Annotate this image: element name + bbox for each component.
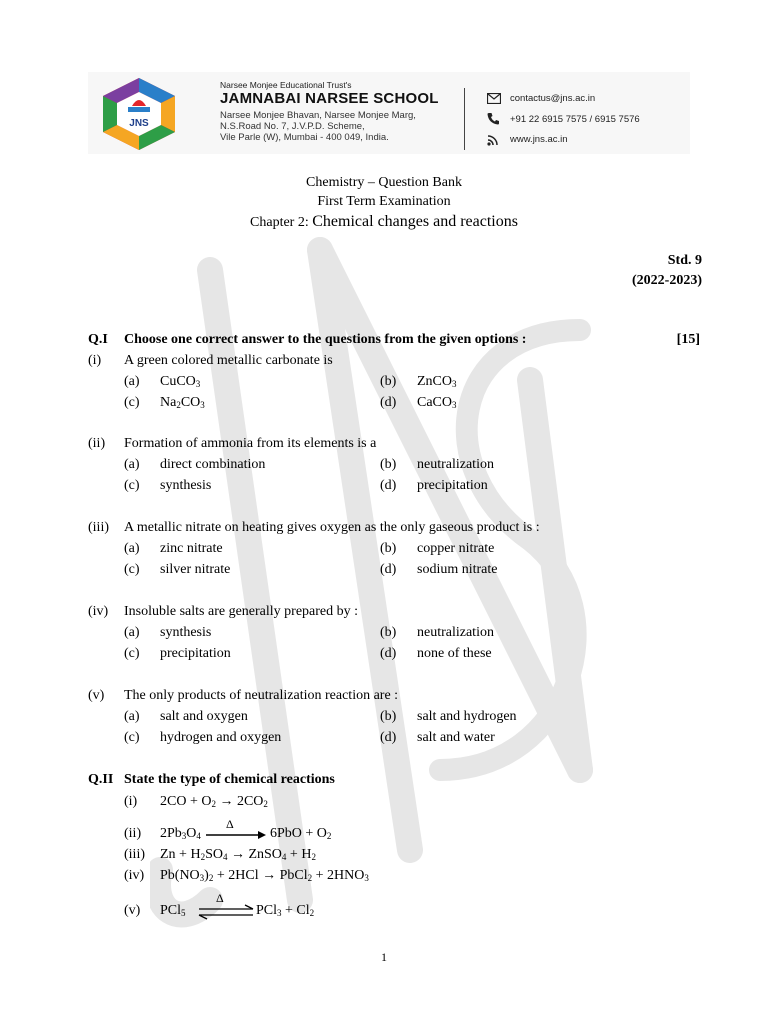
option-label: (c) (124, 646, 140, 661)
option-text: synthesis (160, 625, 212, 640)
email-link[interactable]: contactus@jns.ac.in (510, 93, 596, 104)
option-label: (c) (124, 730, 140, 745)
reaction-number: (v) (124, 903, 141, 918)
question-number: (v) (88, 688, 105, 703)
option-text: CaCO$_3$ (417, 395, 457, 410)
phone-number: +91 22 6915 7575 / 6915 7576 (510, 114, 640, 125)
option-label: (b) (380, 374, 397, 389)
option-text: none of these (417, 646, 492, 661)
arrow-icon: → (262, 868, 277, 883)
reaction-number: (ii) (124, 826, 142, 841)
option-label: (d) (380, 478, 397, 493)
header-divider (464, 88, 465, 150)
reaction-number: (iv) (124, 868, 145, 883)
website-link[interactable]: www.jns.ac.in (510, 134, 568, 145)
question-text: Formation of ammonia from its elements is a (124, 436, 377, 451)
option-text: copper nitrate (417, 541, 495, 556)
q1-marks: [15] (676, 332, 700, 347)
option-text: sodium nitrate (417, 562, 498, 577)
question-number: (i) (88, 353, 102, 368)
exam-title: First Term Examination (317, 194, 451, 209)
academic-year: (2022-2023) (632, 273, 702, 288)
address (220, 110, 416, 143)
reaction-equation: PCl$_5$ (160, 903, 186, 918)
option-text: CuCO$_3$ (160, 374, 201, 389)
chapter-title (0, 213, 768, 231)
standard: Std. 9 (667, 253, 702, 268)
reaction-equation: $2Pb_3O_4$ (160, 826, 201, 841)
reaction-number: (i) (124, 794, 138, 809)
option-label: (a) (124, 709, 140, 724)
equilibrium-arrow-icon (197, 904, 255, 920)
heat-symbol: Δ (226, 817, 234, 831)
address-line: Vile Parle (W), Mumbai - 400 049, India. (220, 132, 389, 143)
arrow-icon (206, 830, 266, 840)
logo-text: JNS (129, 118, 149, 129)
question-text: A green colored metallic carbonate is (124, 353, 333, 368)
q1-label: Q.I (88, 332, 108, 347)
arrow-icon: → (219, 794, 234, 809)
option-text: salt and hydrogen (417, 709, 517, 724)
option-text: $Na_2CO_3$ (160, 395, 205, 410)
question-text: A metallic nitrate on heating gives oxygen as the only gaseous product is : (124, 520, 540, 535)
address-line: N.S.Road No. 7, J.V.P.D. Scheme, (220, 121, 365, 132)
subject-title: Chemistry – Question Bank (306, 175, 462, 190)
question-number: (ii) (88, 436, 106, 451)
question-number: (iv) (88, 604, 109, 619)
school-name: JAMNABAI NARSEE SCHOOL (220, 90, 439, 107)
option-text: ZnCO$_3$ (417, 374, 457, 389)
option-text: precipitation (160, 646, 231, 661)
option-label: (d) (380, 562, 397, 577)
option-label: (c) (124, 562, 140, 577)
q2-label: Q.II (88, 772, 114, 787)
option-text: neutralization (417, 625, 494, 640)
page-number: 1 (381, 950, 387, 964)
reaction-equation: $Pb(NO_3)_2 + 2HCl$ → PbCl$_2$ + $2HNO_3$ (160, 868, 369, 883)
option-text: neutralization (417, 457, 494, 472)
rss-icon (487, 134, 499, 146)
option-text: hydrogen and oxygen (160, 730, 282, 745)
option-text: salt and water (417, 730, 495, 745)
option-label: (a) (124, 374, 140, 389)
option-label: (b) (380, 457, 397, 472)
option-text: silver nitrate (160, 562, 231, 577)
heat-symbol: Δ (216, 891, 224, 905)
reaction-equation: $Zn + H_2SO_4$ → ZnSO$_4$ + $H_2$ (160, 847, 316, 862)
chapter-prefix: Chapter 2: (250, 215, 309, 230)
option-text: zinc nitrate (160, 541, 223, 556)
option-label: (a) (124, 457, 140, 472)
mail-icon (487, 93, 501, 104)
option-label: (c) (124, 395, 140, 410)
option-text: synthesis (160, 478, 212, 493)
reaction-products: $6PbO + O_2$ (270, 826, 332, 841)
option-label: (a) (124, 625, 140, 640)
question-number: (iii) (88, 520, 109, 535)
option-label: (b) (380, 709, 397, 724)
option-label: (c) (124, 478, 140, 493)
option-label: (d) (380, 646, 397, 661)
address-line: Narsee Monjee Bhavan, Narsee Monjee Marg, (220, 110, 416, 121)
reaction-products: $PCl_3 + Cl_2$ (256, 903, 315, 918)
phone-icon (487, 112, 500, 125)
arrow-icon: → (230, 847, 245, 862)
chapter-name: Chemical changes and reactions (312, 213, 518, 230)
trust-name: Narsee Monjee Educational Trust's (220, 80, 352, 90)
option-text: precipitation (417, 478, 488, 493)
option-text: salt and oxygen (160, 709, 248, 724)
option-label: (b) (380, 625, 397, 640)
option-label: (d) (380, 395, 397, 410)
school-logo (98, 76, 180, 152)
option-label: (b) (380, 541, 397, 556)
question-text: Insoluble salts are generally prepared by : (124, 604, 359, 619)
reaction-equation: $2CO + O_2 \to 2CO_2$ (160, 794, 268, 809)
question-text: The only products of neutralization reaction are : (124, 688, 399, 703)
option-label: (a) (124, 541, 140, 556)
option-label: (d) (380, 730, 397, 745)
option-text: direct combination (160, 457, 266, 472)
q2-heading: State the type of chemical reactions (124, 772, 335, 787)
reaction-number: (iii) (124, 847, 145, 862)
q1-heading: Choose one correct answer to the questions from the given options : (124, 332, 527, 347)
